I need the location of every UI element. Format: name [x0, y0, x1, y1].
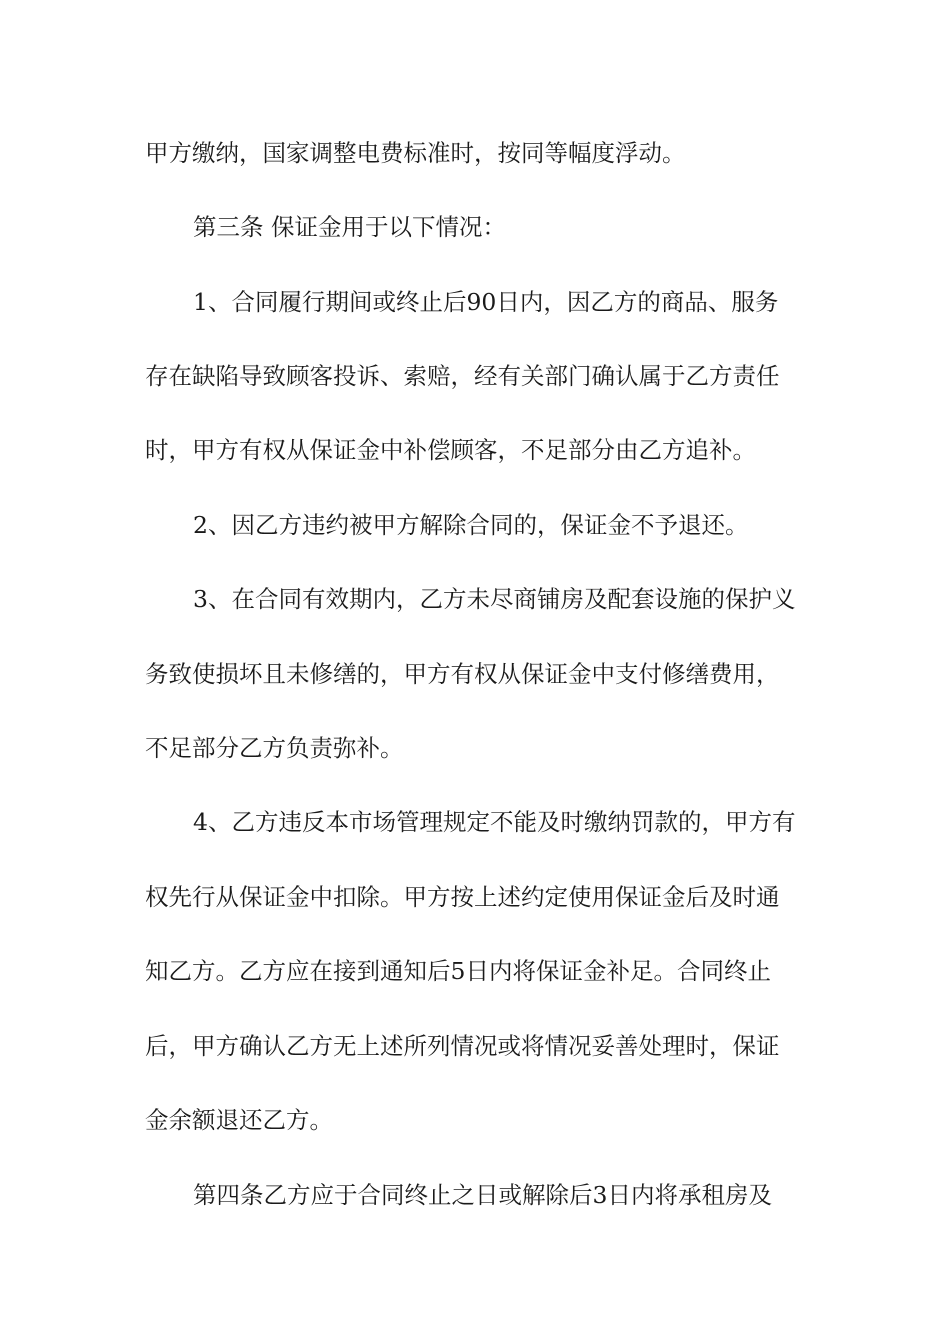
text-line: 存在缺陷导致顾客投诉、索赔，经有关部门确认属于乙方责任: [145, 362, 780, 390]
text-line: 后，甲方确认乙方无上述所列情况或将情况妥善处理时，保证: [145, 1032, 780, 1060]
text-line: 3、在合同有效期内，乙方未尽商铺房及配套设施的保护义: [193, 585, 796, 613]
text-line: 不足部分乙方负责弥补。: [145, 734, 404, 762]
article-heading: 第四条乙方应于合同终止之日或解除后3日内将承租房及: [193, 1181, 772, 1209]
text-line: 甲方缴纳，国家调整电费标准时，按同等幅度浮动。: [145, 139, 686, 167]
text-line: 4、乙方违反本市场管理规定不能及时缴纳罚款的，甲方有: [193, 808, 796, 836]
text-line: 知乙方。乙方应在接到通知后5日内将保证金补足。合同终止: [145, 957, 771, 985]
text-line: 2、因乙方违约被甲方解除合同的，保证金不予退还。: [193, 511, 749, 539]
text-line: 金余额退还乙方。: [145, 1106, 333, 1134]
text-line: 权先行从保证金中扣除。甲方按上述约定使用保证金后及时通: [145, 883, 780, 911]
text-line: 务致使损坏且未修缮的，甲方有权从保证金中支付修缮费用，: [145, 660, 780, 688]
article-heading: 第三条 保证金用于以下情况：: [193, 213, 506, 241]
text-line: 1、合同履行期间或终止后90日内，因乙方的商品、服务: [193, 288, 779, 316]
text-line: 时，甲方有权从保证金中补偿顾客，不足部分由乙方追补。: [145, 436, 756, 464]
